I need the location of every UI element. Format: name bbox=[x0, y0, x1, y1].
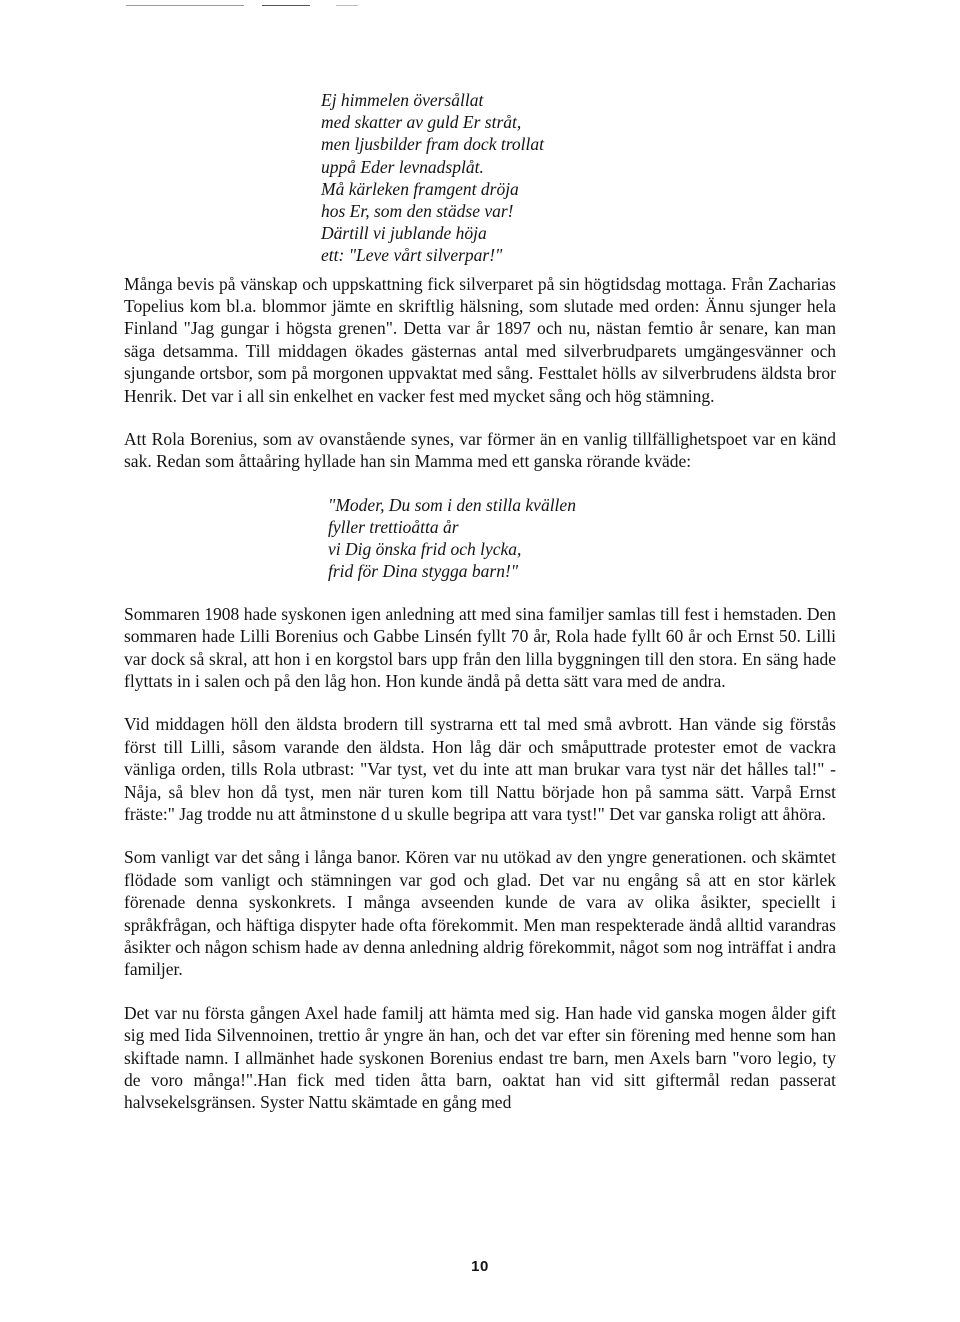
poem-silver-couple bbox=[321, 89, 836, 267]
poem-line: men ljusbilder fram dock trollat bbox=[321, 134, 544, 155]
paragraph: Vid middagen höll den äldsta brodern till systrarna ett tal med små avbrott. Han vände sig förstås först till Lilli, såsom varande den äldsta. Hon låg där och småputtrade protester emot de vackra vänliga orden, tills Rola utbrast: "Var tyst, vet du inte att man brukar vara tyst när det hålles tal!" - Nåja, så blev hon då tyst, men när turen kom till Nattu började hon på samma sätt. Varpå Ernst fräste:" Jag trodde nu att åtminstone d u skulle begripa att vara tyst!" Det var ganska roligt att åhöra. bbox=[124, 714, 836, 824]
poem-line: vi Dig önska frid och lycka, bbox=[328, 539, 522, 560]
poem-line: hos Er, som den städse var! bbox=[321, 201, 514, 222]
paragraph: Sommaren 1908 hade syskonen igen anledning att med sina familjer samlas till fest i hemstaden. Den sommaren hade Lilli Borenius och Gabbe Linsén fyllt 70 år, Rola hade fyllt 60 år och Ernst 50. Lilli var dock så skral, att hon i en korgstol bars upp från den lilla byggningen till den stora. En säng hade flyttats in i salen och på den låg hon. Hon kunde ändå på detta sätt vara med de andra. bbox=[124, 603, 836, 691]
poem-line: Ej himmelen översållat bbox=[321, 90, 484, 110]
poem-line: med skatter av guld Er stråt, bbox=[321, 112, 522, 133]
header-rule bbox=[336, 5, 358, 6]
paragraph: Att Rola Borenius, som av ovanstående synes, var förmer än en vanlig tillfällighetspoet var en känd sak. Redan som åttaåring hyllade han sin Mamma med ett ganska rörande kväde: bbox=[124, 429, 836, 472]
paragraph: Det var nu första gången Axel hade familj att hämta med sig. Han hade vid ganska mogen ålder gift sig med Iida Silvennoinen, trettio år yngre än han, och det var efter sin förening med henne som han skiftade namn. I allmänhet hade syskonen Borenius endast tre barn, men Axels barn "voro legio, ty de voro många!".Han fick med tiden åtta barn, oaktat han vid sitt giftermål redan passerat halvsekelsgränsen. Syster Nattu skämtade en gång med bbox=[124, 1002, 836, 1113]
poem-mother bbox=[328, 494, 836, 583]
poem-line: ett: "Leve vårt silverpar!" bbox=[321, 245, 503, 266]
paragraph: Många bevis på vänskap och uppskattning fick silverparet på sin högtidsdag mottaga. Från Zacharias Topelius kom bl.a. blommor jämte en skriftlig hälsning, som slutade med orden: Ännu sjunger hela Finland "Jag gungar i högsta grenen". Detta var år 1897 och nu, nästan femtio år senare, kan man säga detsamma. Till middagen ökades gästernas antal med silverbrudparets umgängesvänner och sjungande ortsbor, som på morgonen uppvaktat med sång. Festtalet hölls av silverbrudens äldsta bror Henrik. Det var i all sin enkelhet en vacker fest med mycket sång och hög stämning. bbox=[124, 273, 836, 406]
header-rule bbox=[262, 5, 310, 6]
header-rule bbox=[126, 5, 244, 6]
poem-line: fyller trettioåtta år bbox=[328, 517, 459, 538]
poem-line: Därtill vi jublande höja bbox=[321, 223, 487, 244]
poem-line: frid för Dina stygga barn!" bbox=[328, 561, 519, 582]
page-body bbox=[124, 89, 836, 1114]
poem-line: uppå Eder levnadsplåt. bbox=[321, 156, 484, 177]
page-number: 10 bbox=[471, 1258, 489, 1275]
poem-line: "Moder, Du som i den stilla kvällen bbox=[328, 494, 576, 515]
poem-line: Må kärleken framgent dröja bbox=[321, 178, 519, 199]
paragraph: Som vanligt var det sång i långa banor. Kören var nu utökad av den yngre generationen. och skämtet flödade som vanligt och stämningen var god och glad. Det var nu engång så att en stor kärlek förenade denna syskonkrets. I många avseenden kunde de vara av olika åsikter, speciellt i språkfrågan, och häftiga dispyter hade ofta förekommit. Men man respekterade ändå alltid varandras åsikter och någon schism hade av denna anledning aldrig förekommit, något som nog inträffat i andra familjer. bbox=[124, 847, 836, 980]
